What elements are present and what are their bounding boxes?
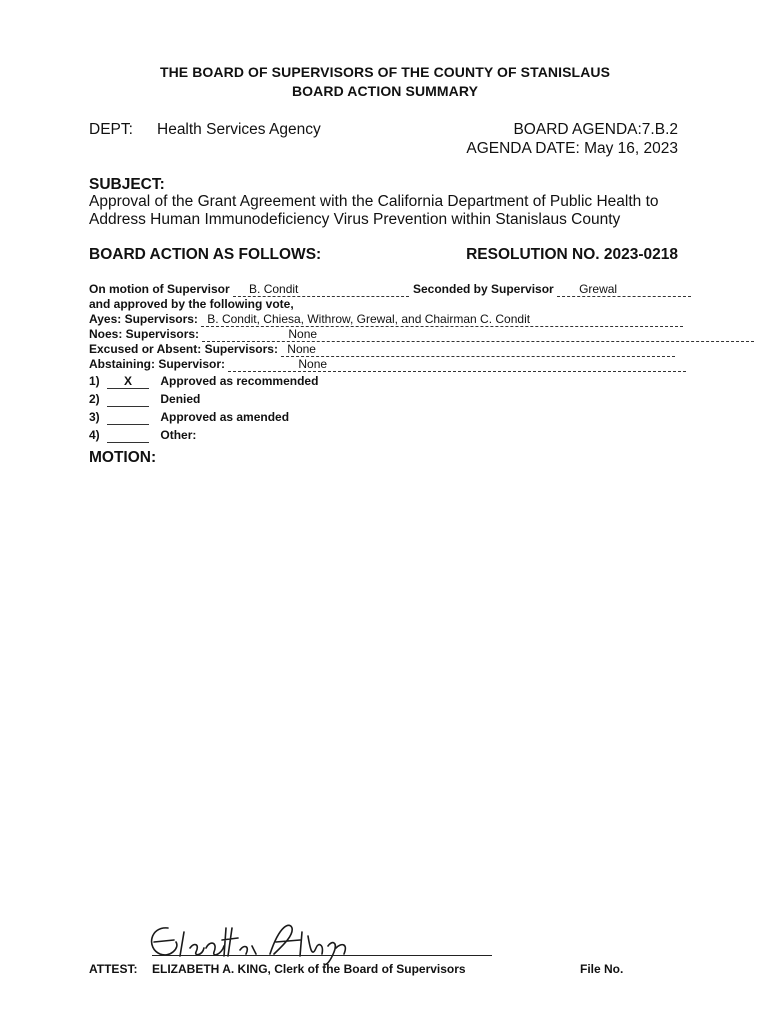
option-1 [89,374,318,389]
option-number: 2) [89,392,100,406]
abstaining-value: None [228,357,686,372]
board-agenda: BOARD AGENDA:7.B.2 [513,121,678,138]
agenda-date: AGENDA DATE: May 16, 2023 [466,140,678,157]
noes-label: Noes: Supervisors: [89,327,200,341]
subject-label: SUBJECT: [89,176,165,193]
motion-label: On motion of Supervisor [89,282,230,296]
excused-row [89,342,675,357]
option-number: 3) [89,410,100,424]
seconded-supervisor: Grewal [557,282,691,297]
motion-supervisor: B. Condit [233,282,409,297]
attest-label: ATTEST: [89,962,138,976]
option-number: 4) [89,428,100,442]
resolution-number: RESOLUTION NO. 2023-0218 [466,246,678,263]
subject-line-2: Address Human Immunodeficiency Virus Prevention within Stanislaus County [89,211,621,228]
signature-line [152,955,492,956]
file-number-label: File No. [580,962,624,976]
option-number: 1) [89,374,100,388]
motion-label: MOTION: [89,449,157,466]
excused-label: Excused or Absent: Supervisors: [89,342,278,356]
option-label: Approved as amended [160,410,290,424]
option-mark: X [107,374,149,389]
seconded-label: Seconded by Supervisor [413,282,554,296]
document-title: THE BOARD OF SUPERVISORS OF THE COUNTY OF STANISLAUS [159,64,611,80]
clerk-signature [140,918,380,966]
excused-value: None [281,342,675,357]
subject-line-1: Approval of the Grant Agreement with the California Department of Public Health to [89,193,659,210]
board-action-heading: BOARD ACTION AS FOLLOWS: [89,246,322,263]
abstaining-label: Abstaining: Supervisor: [89,357,226,371]
noes-value: None [202,327,754,342]
option-mark [107,392,149,407]
dept-label: DEPT: [89,121,133,138]
ayes-row [89,312,683,327]
option-2 [89,392,200,407]
noes-row [89,327,754,342]
option-mark [107,428,149,443]
abstaining-row [89,357,686,372]
document-subtitle: BOARD ACTION SUMMARY [291,83,479,99]
option-3 [89,410,289,425]
motion-row [89,282,409,297]
option-4 [89,428,196,443]
clerk-name: ELIZABETH A. KING, Clerk of the Board of Supervisors [152,962,466,976]
option-label: Denied [160,392,201,406]
approved-by: and approved by the following vote, [89,297,294,311]
dept-value: Health Services Agency [157,121,321,138]
option-label: Other: [160,428,197,442]
option-label: Approved as recommended [160,374,319,388]
seconded-row [413,282,691,297]
option-mark [107,410,149,425]
ayes-value: B. Condit, Chiesa, Withrow, Grewal, and Chairman C. Condit [201,312,683,327]
ayes-label: Ayes: Supervisors: [89,312,198,326]
